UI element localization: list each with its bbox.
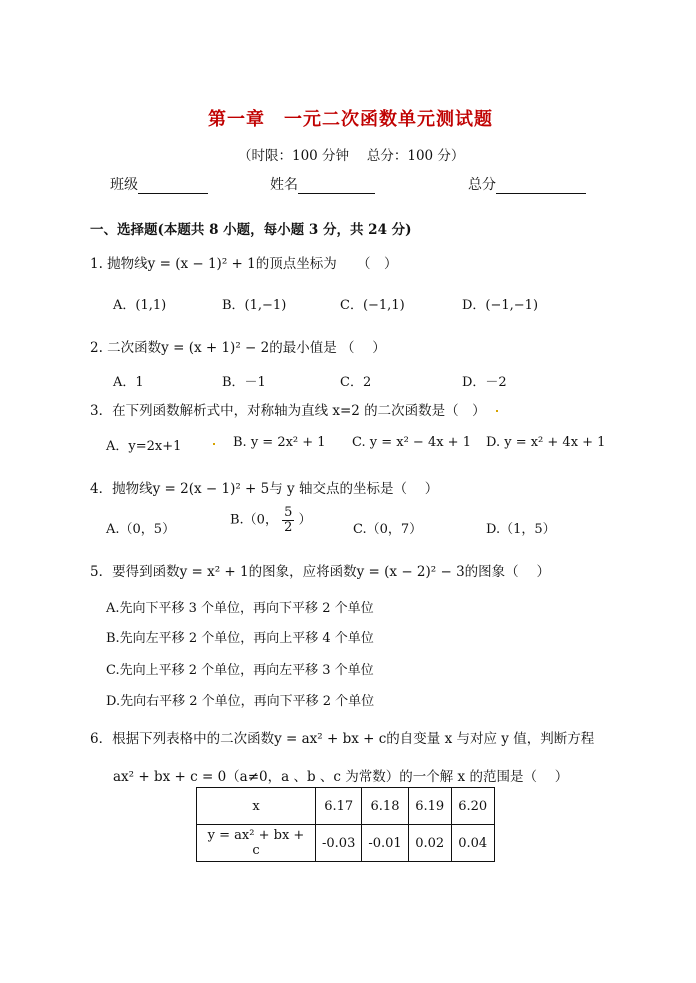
q3-option-d[interactable]: D. y = x² + 4x + 1	[486, 435, 606, 450]
score-label: 总分	[468, 177, 496, 193]
q5-option-c[interactable]: C.先向上平移 2 个单位，再向左平移 3 个单位	[106, 663, 374, 678]
name-blank[interactable]	[298, 179, 375, 194]
class-field	[110, 174, 208, 194]
question-4-expr: y = 2(x − 1)² + 5	[152, 481, 270, 497]
q4-option-b[interactable]	[230, 506, 312, 534]
table-cell: 6.17	[316, 788, 362, 825]
table-row	[197, 788, 495, 825]
question-2-expr: y = (x + 1)² − 2	[161, 340, 270, 356]
q4-option-c[interactable]: C.（0，7）	[353, 522, 423, 537]
q3-option-a[interactable]: A．y=2x+1	[106, 439, 182, 454]
q4-option-a[interactable]: A.（0，5）	[106, 522, 176, 537]
q2-option-c[interactable]: C．2	[340, 375, 372, 390]
question-4-suffix: 与 y 轴交点的坐标是（ ）	[269, 481, 439, 497]
question-1	[90, 252, 397, 272]
q2-option-b[interactable]: B．－1	[222, 375, 266, 390]
score-field	[468, 174, 586, 194]
exam-meta: （时限：100 分钟 总分：100 分）	[238, 148, 465, 164]
q1-option-a[interactable]: A．(1,1)	[113, 298, 167, 313]
table-cell: 0.04	[451, 825, 494, 862]
score-blank[interactable]	[496, 179, 586, 194]
question-1-suffix: 的顶点坐标为 （ ）	[255, 256, 398, 272]
question-1-expr: y = (x − 1)² + 1	[147, 256, 256, 272]
q2-option-d[interactable]: D．－2	[462, 375, 507, 390]
stray-mark	[496, 410, 498, 412]
q5-option-d[interactable]: D.先向右平移 2 个单位，再向下平移 2 个单位	[106, 694, 375, 709]
q4-option-b-prefix: B.（0，	[230, 512, 278, 528]
class-blank[interactable]	[138, 179, 208, 194]
fraction-numerator: 5	[284, 505, 293, 520]
question-6	[90, 727, 594, 747]
fraction-denominator: 2	[284, 519, 293, 535]
table-cell: y = ax² + bx + c	[197, 825, 316, 862]
table-row	[197, 825, 495, 862]
question-6-equation: ax² + bx + c = 0	[113, 769, 227, 785]
question-1-prefix: 1. 抛物线	[90, 256, 148, 272]
table-cell: x	[197, 788, 316, 825]
question-2	[90, 336, 386, 356]
q3-option-b[interactable]: B. y = 2x² + 1	[233, 435, 326, 450]
question-6-line2-text: （a≠0，a 、b 、c 为常数）的一个解 x 的范围是（ ）	[226, 769, 569, 785]
table-cell: 6.18	[362, 788, 408, 825]
table-cell: -0.03	[316, 825, 362, 862]
question-5-suffix: 的图象（ ）	[464, 564, 550, 580]
question-2-suffix: 的最小值是 （ ）	[269, 340, 386, 356]
value-table	[196, 787, 495, 862]
question-5-prefix: 5．要得到函数	[90, 564, 180, 580]
question-6-expr: y = ax² + bx + c	[274, 731, 387, 747]
question-5-expr1: y = x² + 1	[179, 564, 249, 580]
stray-mark	[213, 443, 215, 445]
question-2-prefix: 2. 二次函数	[90, 340, 162, 356]
table-cell: 0.02	[408, 825, 451, 862]
table-cell: -0.01	[362, 825, 408, 862]
q1-option-d[interactable]: D．(−1,−1)	[462, 298, 539, 313]
q1-option-b[interactable]: B．(1,−1)	[222, 298, 287, 313]
name-label: 姓名	[270, 177, 298, 193]
question-3: 3．在下列函数解析式中，对称轴为直线 x=2 的二次函数是（ ）	[90, 403, 486, 419]
question-4-prefix: 4．抛物线	[90, 481, 153, 497]
name-field	[270, 174, 375, 194]
q4-option-d[interactable]: D.（1，5）	[486, 522, 556, 537]
q4-option-b-suffix: ）	[298, 512, 312, 528]
q5-option-b[interactable]: B.先向左平移 2 个单位，再向上平移 4 个单位	[106, 631, 374, 646]
question-6-prefix: 6．根据下列表格中的二次函数	[90, 731, 275, 747]
table-cell: 6.20	[451, 788, 494, 825]
question-6-line2	[113, 765, 568, 785]
table-cell: 6.19	[408, 788, 451, 825]
question-4	[90, 477, 438, 497]
section-heading: 一、选择题(本题共 8 小题，每小题 3 分，共 24 分)	[90, 222, 412, 238]
q2-option-a[interactable]: A．1	[113, 375, 144, 390]
page-title: 第一章 一元二次函数单元测试题	[208, 109, 493, 130]
question-6-suffix: 的自变量 x 与对应 y 值，判断方程	[386, 731, 595, 747]
question-5-mid: 的图象，应将函数	[248, 564, 357, 580]
question-5	[90, 560, 550, 580]
q3-option-c[interactable]: C. y = x² − 4x + 1	[352, 435, 471, 450]
q1-option-c[interactable]: C．(−1,1)	[340, 298, 405, 313]
q5-option-a[interactable]: A.先向下平移 3 个单位，再向下平移 2 个单位	[106, 601, 374, 616]
class-label: 班级	[110, 177, 138, 193]
question-5-expr2: y = (x − 2)² − 3	[356, 564, 465, 580]
fraction	[282, 506, 294, 534]
